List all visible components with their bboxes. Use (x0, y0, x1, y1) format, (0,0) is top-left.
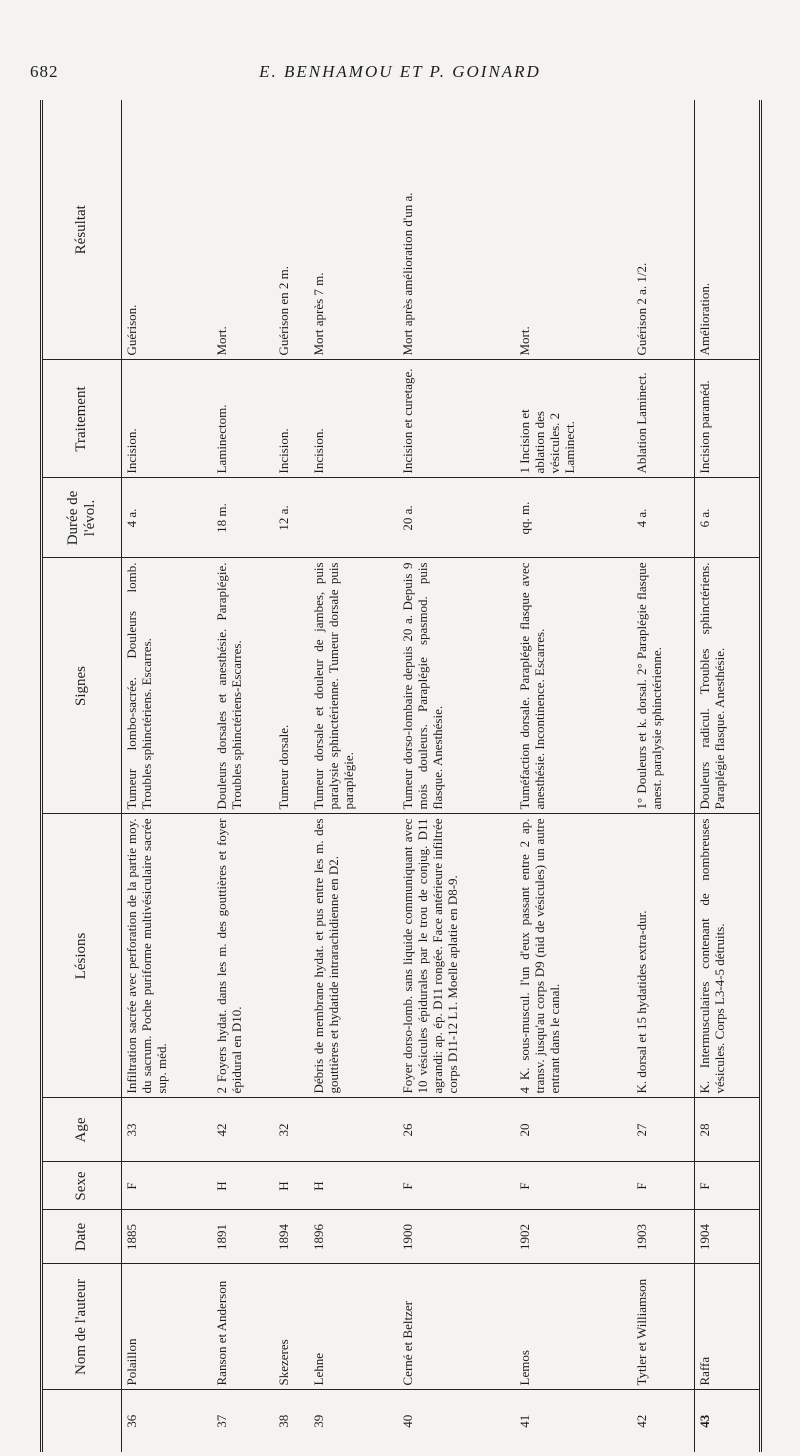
cell-sexe: F (515, 1162, 632, 1210)
header-resultat: Résultat (42, 100, 122, 360)
cases-table (40, 100, 762, 1452)
cell-date: 1904 (695, 1210, 761, 1264)
cell-age: 32 (274, 1098, 309, 1162)
cell-age (309, 1098, 398, 1162)
header-age: Age (42, 1098, 122, 1162)
header-nom: Nom de l'auteur (42, 1264, 122, 1390)
cell-signes: Tumeur dorsale et douleur de jambes, puis paralysie sphinctérienne. Tumeur dorsale puis paraplégie. (309, 558, 398, 814)
header-traitement: Traitement (42, 360, 122, 478)
cell-num: 41 (516, 1414, 532, 1428)
cell-traitement: Incision paraméd. (695, 360, 761, 478)
cell-lesions: Foyer dorso-lomb. sans liquide communiquant avec 10 vésicules épidurales par le trou de conjug. D11 agrandi: ap. ép. D11 rongée. Face antérieure infiltrée corps D11-12 L1. Moelle aplatie en D8-9. (398, 814, 515, 1098)
cell-num: 36 (124, 1414, 139, 1428)
cell-nom: Polaillon (122, 1264, 212, 1390)
table-row (515, 100, 632, 1452)
cell-date: 1894 (274, 1210, 309, 1264)
cell-traitement: Incision. (309, 360, 398, 478)
cell-age: 26 (398, 1098, 515, 1162)
cell-traitement: Incision et curetage. (398, 360, 515, 478)
cell-num: 39 (310, 1414, 326, 1428)
cell-num: 43 (695, 1390, 761, 1452)
table-row (122, 100, 212, 1452)
table-row (695, 100, 761, 1452)
cell-date: 1896 (309, 1210, 398, 1264)
cell-signes: Douleurs dorsales et anesthésie. Paraplégie. Troubles sphinctériens-Escarres. (212, 558, 274, 814)
cell-duree: 18 m. (212, 478, 274, 558)
table-row (632, 100, 695, 1452)
table-row (398, 100, 515, 1452)
cell-sexe: F (695, 1162, 761, 1210)
header-sexe: Sexe (42, 1162, 122, 1210)
cell-num: 38 (275, 1414, 291, 1428)
cell-date: 1900 (398, 1210, 515, 1264)
cell-date: 1885 (122, 1210, 212, 1264)
cell-traitement: Incision. (122, 360, 212, 478)
cell-traitement: 1 Incision et ablation des vésicules. 2 Laminect. (515, 360, 632, 478)
cell-signes: Tumeur dorso-lombaire depuis 20 a. Depuis 9 mois douleurs. Paraplégie spasmod. puis flasque. Anesthésie. (398, 558, 515, 814)
table-row (274, 100, 309, 1452)
cell-duree: 12 a. (274, 478, 309, 558)
cell-nom: Skezeres (274, 1264, 309, 1390)
cell-resultat: Guérison en 2 m. (274, 100, 309, 360)
cell-resultat: Guérison 2 a. 1/2. (632, 100, 695, 360)
cell-resultat: Mort après 7 m. (309, 100, 398, 360)
header-row (42, 100, 122, 1452)
cell-age: 42 (212, 1098, 274, 1162)
table-frame (40, 100, 762, 1452)
cell-sexe: H (309, 1162, 398, 1210)
cell-duree: 20 a. (398, 478, 515, 558)
cell-nom: Raffa (695, 1264, 761, 1390)
cell-date: 1891 (212, 1210, 274, 1264)
cell-nom: Tytler et Williamson (632, 1264, 695, 1390)
table-row (309, 100, 398, 1452)
cell-age: 27 (632, 1098, 695, 1162)
cell-resultat: Mort. (212, 100, 274, 360)
cell-resultat: Mort après amélioration d'un a. (398, 100, 515, 360)
cell-signes: Tumeur dorsale. (274, 558, 309, 814)
header-duree: Durée de l'évol. (42, 478, 122, 558)
cell-sexe: F (632, 1162, 695, 1210)
cell-date: 1902 (515, 1210, 632, 1264)
header-lesions: Lésions (42, 814, 122, 1098)
cell-duree: 4 a. (632, 478, 695, 558)
cell-signes: Douleurs radicul. Troubles sphinctériens. Paraplégie flasque. Anesthésie. (695, 558, 761, 814)
cell-age: 20 (515, 1098, 632, 1162)
cell-resultat: Mort. (515, 100, 632, 360)
header-num (42, 1390, 122, 1452)
cell-nom: Lehne (309, 1264, 398, 1390)
cell-lesions: 2 Foyers hydat. dans les m. des gouttières et foyer épidural en D10. (212, 814, 274, 1098)
cell-sexe: H (274, 1162, 309, 1210)
cell-duree: qq. m. (515, 478, 632, 558)
cell-resultat: Guérison. (122, 100, 212, 360)
cell-sexe: F (398, 1162, 515, 1210)
cell-traitement: Ablation Laminect. (632, 360, 695, 478)
cell-lesions (274, 814, 309, 1098)
cell-lesions: Infiltration sacrée avec perforation de la partie moy. du sacrum. Poche puriforme multivésiculaire sacrée sup. méd. (122, 814, 212, 1098)
cell-lesions: K. Intermusculaires contenant de nombreuses vésicules. Corps L3-4-5 détruits. (695, 814, 761, 1098)
cell-duree: 4 a. (122, 478, 212, 558)
cell-traitement: Incision. (274, 360, 309, 478)
running-head: E. BENHAMOU ET P. GOINARD (259, 62, 541, 81)
header-signes: Signes (42, 558, 122, 814)
cell-age: 28 (695, 1098, 761, 1162)
cell-nom: Cerné et Beltzer (398, 1264, 515, 1390)
cell-sexe: F (122, 1162, 212, 1210)
cell-num: 37 (213, 1414, 229, 1428)
rotated-table-wrapper (40, 100, 762, 1452)
cell-lesions: 4 K. sous-muscul. l'un d'eux passant entre 2 ap. transv. jusqu'au corps D9 (nid de vésicules) un autre entrant dans le canal. (515, 814, 632, 1098)
cell-traitement: Laminectom. (212, 360, 274, 478)
cell-age: 33 (122, 1098, 212, 1162)
cell-duree (309, 478, 398, 558)
page-number: 682 (30, 62, 59, 81)
cell-nom: Lemos (515, 1264, 632, 1390)
cell-signes: Tumeur lombo-sacrée. Douleurs lomb. Troubles sphinctériens. Escarres. (122, 558, 212, 814)
header-date: Date (42, 1210, 122, 1264)
cell-resultat: Amélioration. (695, 100, 761, 360)
cell-nom: Ranson et Anderson (212, 1264, 274, 1390)
cell-date: 1903 (632, 1210, 695, 1264)
cell-lesions: K. dorsal et 15 hydatides extra-dur. (632, 814, 695, 1098)
cell-duree: 6 a. (695, 478, 761, 558)
cell-lesions: Débris de membrane hydat. et pus entre les m. des gouttières et hydatide intrarachidienne en D2. (309, 814, 398, 1098)
table-row (212, 100, 274, 1452)
cell-signes: Tuméfaction dorsale. Paraplégie flasque avec anesthésie. Incontinence. Escarres. (515, 558, 632, 814)
cell-signes: 1° Douleurs et k. dorsal. 2° Paraplégie flasque anest. paralysie sphinctérienne. (632, 558, 695, 814)
cell-sexe: H (212, 1162, 274, 1210)
cell-num: 42 (633, 1414, 649, 1428)
cell-num: 40 (400, 1414, 416, 1428)
